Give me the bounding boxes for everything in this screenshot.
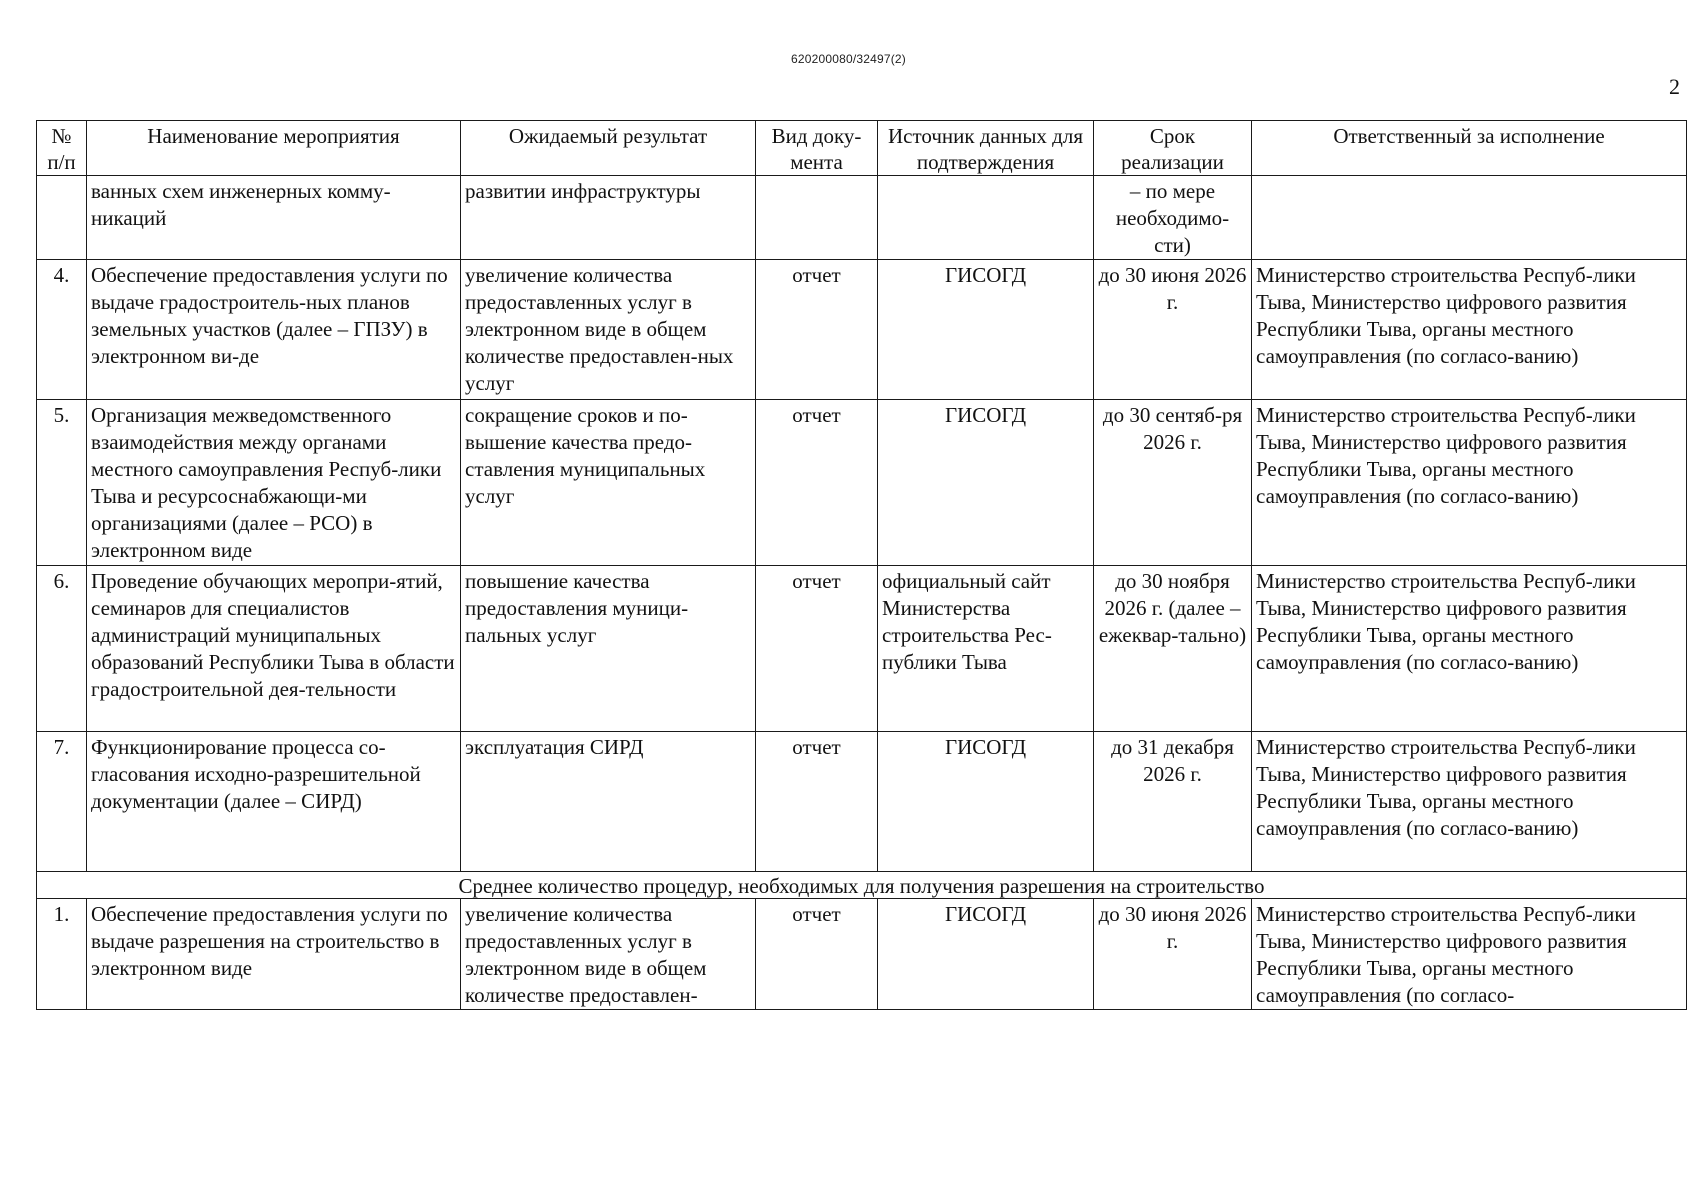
row-source: ГИСОГД [878,899,1094,1010]
row-num: 5. [37,400,87,566]
table-header-row [37,121,1687,176]
row-responsible: Министерство строительства Респуб-лики Тыва, Министерство цифрового развития Республики Тыва, органы местного самоуправления (по согласо-ванию) [1252,400,1687,566]
row-responsible: Министерство строительства Респуб-лики Тыва, Министерство цифрового развития Республики Тыва, органы местного самоуправления (по согласо-ванию) [1252,566,1687,732]
table-row [37,400,1687,566]
row-responsible: Министерство строительства Респуб-лики Тыва, Министерство цифрового развития Республики Тыва, органы местного самоуправления (по согласо- [1252,899,1687,1010]
row-num: 6. [37,566,87,732]
row-doc-type: отчет [756,899,878,1010]
row-num [37,176,87,260]
table-row [37,260,1687,400]
table-row [37,899,1687,1010]
row-responsible [1252,176,1687,260]
section-header-row [37,872,1687,899]
table-row [37,176,1687,260]
row-source: ГИСОГД [878,260,1094,400]
row-name: Обеспечение предоставления услуги по выдаче градостроитель-ных планов земельных участков (далее – ГПЗУ) в электронном ви-де [87,260,461,400]
row-doc-type: отчет [756,566,878,732]
row-term: до 30 июня 2026 г. [1094,260,1252,400]
measures-table [36,120,1687,1010]
row-source: официальный сайт Министерства строительства Рес-публики Тыва [878,566,1094,732]
row-term: до 31 декабря 2026 г. [1094,732,1252,872]
table-row [37,732,1687,872]
header-term: Срок реализации [1094,121,1252,176]
section-title: Среднее количество процедур, необходимых для получения разрешения на строительство [37,872,1687,899]
row-name: Организация межведомственного взаимодействия между органами местного самоуправления Респуб-лики Тыва и ресурсоснабжающи-ми организациями (далее – РСО) в электронном виде [87,400,461,566]
row-name: Проведение обучающих меропри-ятий, семинаров для специалистов администраций муниципальных образований Республики Тыва в области градостроительной дея-тельности [87,566,461,732]
header-num: № п/п [37,121,87,176]
row-term: до 30 ноября 2026 г. (далее – ежеквар-тально) [1094,566,1252,732]
page-number: 2 [1669,74,1680,99]
header-doc-type: Вид доку-мента [756,121,878,176]
table-row [37,566,1687,732]
row-name: ванных схем инженерных комму-никаций [87,176,461,260]
row-result: эксплуатация СИРД [461,732,756,872]
row-term: до 30 июня 2026 г. [1094,899,1252,1010]
row-doc-type: отчет [756,400,878,566]
row-responsible: Министерство строительства Респуб-лики Тыва, Министерство цифрового развития Республики Тыва, органы местного самоуправления (по согласо-ванию) [1252,260,1687,400]
row-num: 1. [37,899,87,1010]
document-code: 620200080/32497(2) [790,52,907,66]
row-doc-type: отчет [756,260,878,400]
row-doc-type [756,176,878,260]
row-source: ГИСОГД [878,732,1094,872]
row-result: повышение качества предоставления муници-пальных услуг [461,566,756,732]
row-term: – по мере необходимо-сти) [1094,176,1252,260]
row-result: увеличение количества предоставленных услуг в электронном виде в общем количестве предоставлен- [461,899,756,1010]
header-name: Наименование мероприятия [87,121,461,176]
header-result: Ожидаемый результат [461,121,756,176]
row-result: развитии инфраструктуры [461,176,756,260]
row-name: Обеспечение предоставления услуги по выдаче разрешения на строительство в электронном виде [87,899,461,1010]
row-doc-type: отчет [756,732,878,872]
row-num: 4. [37,260,87,400]
row-source [878,176,1094,260]
header-responsible: Ответственный за исполнение [1252,121,1687,176]
row-source: ГИСОГД [878,400,1094,566]
row-result: увеличение количества предоставленных услуг в электронном виде в общем количестве предоставлен-ных услуг [461,260,756,400]
header-source: Источник данных для подтверждения [878,121,1094,176]
row-result: сокращение сроков и по-вышение качества предо-ставления муниципальных услуг [461,400,756,566]
row-term: до 30 сентяб-ря 2026 г. [1094,400,1252,566]
row-num: 7. [37,732,87,872]
row-responsible: Министерство строительства Респуб-лики Тыва, Министерство цифрового развития Республики Тыва, органы местного самоуправления (по согласо-ванию) [1252,732,1687,872]
row-name: Функционирование процесса со-гласования исходно-разрешительной документации (далее – СИРД) [87,732,461,872]
